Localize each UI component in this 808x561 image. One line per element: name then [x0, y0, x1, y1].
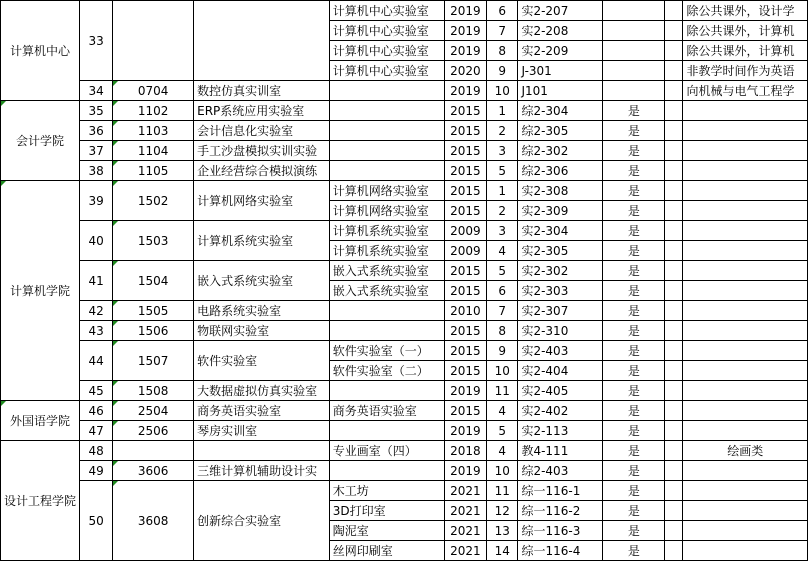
note-cell[interactable]: 除公共课外，计算机: [683, 41, 808, 61]
code-cell[interactable]: 1105: [113, 161, 194, 181]
empty-cell[interactable]: [665, 381, 683, 401]
lab-name-cell[interactable]: 物联网实验室: [194, 321, 330, 341]
no-cell[interactable]: 37: [80, 141, 113, 161]
index-cell[interactable]: 4: [486, 401, 517, 421]
lab-name-cell[interactable]: 嵌入式系统实验室: [194, 261, 330, 301]
flag-cell[interactable]: 是: [603, 161, 665, 181]
empty-cell[interactable]: [665, 1, 683, 21]
room-cell[interactable]: 实2-405: [518, 381, 603, 401]
room-cell[interactable]: 实2-404: [518, 361, 603, 381]
code-cell[interactable]: 1505: [113, 301, 194, 321]
sub-lab-cell[interactable]: 嵌入式系统实验室: [329, 281, 444, 301]
index-cell[interactable]: 5: [486, 261, 517, 281]
index-cell[interactable]: 5: [486, 161, 517, 181]
sub-lab-cell[interactable]: 嵌入式系统实验室: [329, 261, 444, 281]
sub-lab-cell[interactable]: [329, 421, 444, 441]
index-cell[interactable]: 13: [486, 521, 517, 541]
index-cell[interactable]: 3: [486, 141, 517, 161]
table-row: [1, 441, 808, 461]
table-row: [1, 181, 808, 201]
table-row: [1, 81, 808, 101]
room-cell[interactable]: 实2-305: [518, 241, 603, 261]
index-cell[interactable]: 11: [486, 381, 517, 401]
code-cell[interactable]: 1102: [113, 101, 194, 121]
lab-name-cell[interactable]: 手工沙盘模拟实训实验: [194, 141, 330, 161]
sub-lab-cell[interactable]: [329, 121, 444, 141]
note-cell[interactable]: [683, 101, 808, 121]
note-cell[interactable]: 除公共课外，设计学: [683, 1, 808, 21]
note-cell[interactable]: [683, 221, 808, 241]
table-row: [1, 101, 808, 121]
index-cell[interactable]: 7: [486, 301, 517, 321]
flag-cell[interactable]: 是: [603, 541, 665, 561]
year-cell[interactable]: 2015: [444, 261, 486, 281]
room-cell[interactable]: 实2-304: [518, 221, 603, 241]
note-cell[interactable]: [683, 341, 808, 361]
index-cell[interactable]: 10: [486, 461, 517, 481]
dept-cell[interactable]: 设计工程学院: [1, 441, 80, 561]
note-cell[interactable]: [683, 521, 808, 541]
empty-cell[interactable]: [665, 241, 683, 261]
year-cell[interactable]: 2021: [444, 501, 486, 521]
lab-name-cell[interactable]: 商务英语实验室: [194, 401, 330, 421]
sub-lab-cell[interactable]: 计算机中心实验室: [329, 21, 444, 41]
sub-lab-cell[interactable]: [329, 381, 444, 401]
no-cell[interactable]: 46: [80, 401, 113, 421]
table-row: [1, 401, 808, 421]
empty-cell[interactable]: [665, 281, 683, 301]
sub-lab-cell[interactable]: 木工坊: [329, 481, 444, 501]
empty-cell[interactable]: [665, 301, 683, 321]
lab-name-cell[interactable]: 三维计算机辅助设计实: [194, 461, 330, 481]
index-cell[interactable]: 11: [486, 481, 517, 501]
sub-lab-cell[interactable]: 软件实验室（一）: [329, 341, 444, 361]
note-cell[interactable]: [683, 461, 808, 481]
year-cell[interactable]: 2019: [444, 81, 486, 101]
room-cell[interactable]: 实2-308: [518, 181, 603, 201]
code-cell[interactable]: [113, 441, 194, 461]
sub-lab-cell[interactable]: 商务英语实验室: [329, 401, 444, 421]
note-cell[interactable]: [683, 261, 808, 281]
room-cell[interactable]: 实2-307: [518, 301, 603, 321]
code-cell[interactable]: 1507: [113, 341, 194, 381]
table-row: [1, 461, 808, 481]
sub-lab-cell[interactable]: [329, 321, 444, 341]
note-cell[interactable]: [683, 281, 808, 301]
empty-cell[interactable]: [665, 441, 683, 461]
table-row: [1, 1, 808, 21]
year-cell[interactable]: 2015: [444, 121, 486, 141]
room-cell[interactable]: J-301: [518, 61, 603, 81]
empty-cell[interactable]: [665, 481, 683, 501]
room-cell[interactable]: 实2-113: [518, 421, 603, 441]
index-cell[interactable]: 9: [486, 61, 517, 81]
room-cell[interactable]: 综一116-4: [518, 541, 603, 561]
no-cell[interactable]: 47: [80, 421, 113, 441]
room-cell[interactable]: 实2-303: [518, 281, 603, 301]
empty-cell[interactable]: [665, 121, 683, 141]
note-cell[interactable]: 绘画类: [683, 441, 808, 461]
sub-lab-cell[interactable]: [329, 81, 444, 101]
year-cell[interactable]: 2021: [444, 481, 486, 501]
lab-name-cell[interactable]: 会计信息化实验室: [194, 121, 330, 141]
year-cell[interactable]: 2019: [444, 21, 486, 41]
empty-cell[interactable]: [665, 101, 683, 121]
year-cell[interactable]: 2015: [444, 141, 486, 161]
flag-cell[interactable]: 是: [603, 181, 665, 201]
year-cell[interactable]: 2015: [444, 361, 486, 381]
flag-cell[interactable]: 是: [603, 501, 665, 521]
no-cell[interactable]: 49: [80, 461, 113, 481]
year-cell[interactable]: 2015: [444, 401, 486, 421]
note-cell[interactable]: 除公共课外，计算机: [683, 21, 808, 41]
flag-cell[interactable]: 是: [603, 461, 665, 481]
room-cell[interactable]: 实2-302: [518, 261, 603, 281]
empty-cell[interactable]: [665, 321, 683, 341]
year-cell[interactable]: 2009: [444, 241, 486, 261]
no-cell[interactable]: 44: [80, 341, 113, 381]
index-cell[interactable]: 8: [486, 41, 517, 61]
room-cell[interactable]: J101: [518, 81, 603, 101]
flag-cell[interactable]: [603, 41, 665, 61]
year-cell[interactable]: 2015: [444, 201, 486, 221]
no-cell[interactable]: 45: [80, 381, 113, 401]
sub-lab-cell[interactable]: 计算机网络实验室: [329, 201, 444, 221]
table-row: [1, 221, 808, 241]
empty-cell[interactable]: [665, 81, 683, 101]
index-cell[interactable]: 1: [486, 181, 517, 201]
note-cell[interactable]: [683, 401, 808, 421]
lab-name-cell[interactable]: 大数据虚拟仿真实验室: [194, 381, 330, 401]
code-cell[interactable]: 3606: [113, 461, 194, 481]
lab-name-cell[interactable]: 计算机网络实验室: [194, 181, 330, 221]
flag-cell[interactable]: 是: [603, 421, 665, 441]
sub-lab-cell[interactable]: 软件实验室（二）: [329, 361, 444, 381]
empty-cell[interactable]: [665, 401, 683, 421]
sub-lab-cell[interactable]: 计算机中心实验室: [329, 41, 444, 61]
room-cell[interactable]: 综2-403: [518, 461, 603, 481]
lab-name-cell[interactable]: 电路系统实验室: [194, 301, 330, 321]
table-row: [1, 481, 808, 501]
note-cell[interactable]: [683, 181, 808, 201]
year-cell[interactable]: 2021: [444, 521, 486, 541]
empty-cell[interactable]: [665, 501, 683, 521]
empty-cell[interactable]: [665, 141, 683, 161]
no-cell[interactable]: 40: [80, 221, 113, 261]
dept-cell[interactable]: 计算机中心: [1, 1, 80, 101]
room-cell[interactable]: 综一116-3: [518, 521, 603, 541]
index-cell[interactable]: 8: [486, 321, 517, 341]
index-cell[interactable]: 2: [486, 121, 517, 141]
flag-cell[interactable]: [603, 21, 665, 41]
empty-cell[interactable]: [665, 21, 683, 41]
sub-lab-cell[interactable]: 计算机系统实验室: [329, 241, 444, 261]
code-cell[interactable]: 1503: [113, 221, 194, 261]
index-cell[interactable]: 7: [486, 21, 517, 41]
sub-lab-cell[interactable]: 计算机中心实验室: [329, 1, 444, 21]
code-cell[interactable]: 2506: [113, 421, 194, 441]
no-cell[interactable]: 34: [80, 81, 113, 101]
room-cell[interactable]: 综2-302: [518, 141, 603, 161]
no-cell[interactable]: 35: [80, 101, 113, 121]
note-cell[interactable]: 非教学时间作为英语: [683, 61, 808, 81]
flag-cell[interactable]: 是: [603, 281, 665, 301]
no-cell[interactable]: 39: [80, 181, 113, 221]
flag-cell[interactable]: 是: [603, 261, 665, 281]
note-cell[interactable]: [683, 421, 808, 441]
sub-lab-cell[interactable]: 专业画室（四）: [329, 441, 444, 461]
year-cell[interactable]: 2020: [444, 61, 486, 81]
year-cell[interactable]: 2015: [444, 181, 486, 201]
year-cell[interactable]: 2015: [444, 161, 486, 181]
flag-cell[interactable]: [603, 61, 665, 81]
no-cell[interactable]: 48: [80, 441, 113, 461]
index-cell[interactable]: 4: [486, 241, 517, 261]
note-cell[interactable]: [683, 141, 808, 161]
lab-name-cell[interactable]: 数控仿真实训室: [194, 81, 330, 101]
room-cell[interactable]: 实2-310: [518, 321, 603, 341]
sub-lab-cell[interactable]: [329, 461, 444, 481]
code-cell[interactable]: 1502: [113, 181, 194, 221]
sub-lab-cell[interactable]: [329, 141, 444, 161]
room-cell[interactable]: 综一116-1: [518, 481, 603, 501]
room-cell[interactable]: 实2-209: [518, 41, 603, 61]
lab-name-cell[interactable]: [194, 1, 330, 81]
year-cell[interactable]: 2021: [444, 541, 486, 561]
note-cell[interactable]: [683, 201, 808, 221]
no-cell[interactable]: 42: [80, 301, 113, 321]
index-cell[interactable]: 6: [486, 1, 517, 21]
code-cell[interactable]: 3608: [113, 481, 194, 561]
code-cell[interactable]: [113, 1, 194, 81]
year-cell[interactable]: 2010: [444, 301, 486, 321]
empty-cell[interactable]: [665, 261, 683, 281]
flag-cell[interactable]: [603, 81, 665, 101]
room-cell[interactable]: 综2-305: [518, 121, 603, 141]
flag-cell[interactable]: 是: [603, 201, 665, 221]
sub-lab-cell[interactable]: 丝网印刷室: [329, 541, 444, 561]
dept-cell[interactable]: 外国语学院: [1, 401, 80, 441]
lab-name-cell[interactable]: 计算机系统实验室: [194, 221, 330, 261]
note-cell[interactable]: [683, 321, 808, 341]
room-cell[interactable]: 实2-207: [518, 1, 603, 21]
code-cell[interactable]: 1103: [113, 121, 194, 141]
empty-cell[interactable]: [665, 521, 683, 541]
room-cell[interactable]: 实2-402: [518, 401, 603, 421]
no-cell[interactable]: 41: [80, 261, 113, 301]
year-cell[interactable]: 2019: [444, 41, 486, 61]
room-cell[interactable]: 实2-309: [518, 201, 603, 221]
table-row: [1, 261, 808, 281]
year-cell[interactable]: 2018: [444, 441, 486, 461]
empty-cell[interactable]: [665, 41, 683, 61]
sub-lab-cell[interactable]: [329, 101, 444, 121]
flag-cell[interactable]: 是: [603, 141, 665, 161]
index-cell[interactable]: 6: [486, 281, 517, 301]
flag-cell[interactable]: 是: [603, 361, 665, 381]
empty-cell[interactable]: [665, 201, 683, 221]
flag-cell[interactable]: 是: [603, 481, 665, 501]
index-cell[interactable]: 9: [486, 341, 517, 361]
empty-cell[interactable]: [665, 221, 683, 241]
no-cell[interactable]: 38: [80, 161, 113, 181]
code-cell[interactable]: 1508: [113, 381, 194, 401]
table-row: [1, 301, 808, 321]
year-cell[interactable]: 2009: [444, 221, 486, 241]
dept-cell[interactable]: 会计学院: [1, 101, 80, 181]
year-cell[interactable]: 2015: [444, 281, 486, 301]
table-row: [1, 321, 808, 341]
note-cell[interactable]: 向机械与电气工程学: [683, 81, 808, 101]
sub-lab-cell[interactable]: 计算机中心实验室: [329, 61, 444, 81]
note-cell[interactable]: [683, 481, 808, 501]
table-row: [1, 341, 808, 361]
lab-name-cell[interactable]: 创新综合实验室: [194, 481, 330, 561]
code-cell[interactable]: 1104: [113, 141, 194, 161]
table-row: [1, 161, 808, 181]
index-cell[interactable]: 2: [486, 201, 517, 221]
dept-cell[interactable]: 计算机学院: [1, 181, 80, 401]
code-cell[interactable]: 2504: [113, 401, 194, 421]
year-cell[interactable]: 2015: [444, 101, 486, 121]
note-cell[interactable]: [683, 381, 808, 401]
empty-cell[interactable]: [665, 61, 683, 81]
note-cell[interactable]: [683, 121, 808, 141]
year-cell[interactable]: 2019: [444, 421, 486, 441]
index-cell[interactable]: 3: [486, 221, 517, 241]
flag-cell[interactable]: 是: [603, 321, 665, 341]
flag-cell[interactable]: 是: [603, 221, 665, 241]
no-cell[interactable]: 36: [80, 121, 113, 141]
no-cell[interactable]: 50: [80, 481, 113, 561]
empty-cell[interactable]: [665, 181, 683, 201]
room-cell[interactable]: 综2-306: [518, 161, 603, 181]
index-cell[interactable]: 14: [486, 541, 517, 561]
flag-cell[interactable]: 是: [603, 521, 665, 541]
table-row: [1, 141, 808, 161]
room-cell[interactable]: 教4-111: [518, 441, 603, 461]
empty-cell[interactable]: [665, 161, 683, 181]
year-cell[interactable]: 2015: [444, 341, 486, 361]
sub-lab-cell[interactable]: [329, 161, 444, 181]
note-cell[interactable]: [683, 501, 808, 521]
index-cell[interactable]: 4: [486, 441, 517, 461]
empty-cell[interactable]: [665, 341, 683, 361]
index-cell[interactable]: 10: [486, 361, 517, 381]
lab-name-cell[interactable]: [194, 441, 330, 461]
index-cell[interactable]: 5: [486, 421, 517, 441]
index-cell[interactable]: 10: [486, 81, 517, 101]
index-cell[interactable]: 1: [486, 101, 517, 121]
lab-name-cell[interactable]: ERP系统应用实验室: [194, 101, 330, 121]
flag-cell[interactable]: 是: [603, 401, 665, 421]
no-cell[interactable]: 43: [80, 321, 113, 341]
lab-name-cell[interactable]: 企业经营综合模拟演练: [194, 161, 330, 181]
note-cell[interactable]: [683, 361, 808, 381]
table-row: [1, 121, 808, 141]
code-cell[interactable]: 0704: [113, 81, 194, 101]
empty-cell[interactable]: [665, 361, 683, 381]
flag-cell[interactable]: 是: [603, 301, 665, 321]
flag-cell[interactable]: 是: [603, 341, 665, 361]
flag-cell[interactable]: 是: [603, 101, 665, 121]
note-cell[interactable]: [683, 161, 808, 181]
empty-cell[interactable]: [665, 421, 683, 441]
empty-cell[interactable]: [665, 461, 683, 481]
year-cell[interactable]: 2015: [444, 321, 486, 341]
sub-lab-cell[interactable]: 计算机网络实验室: [329, 181, 444, 201]
lab-name-cell[interactable]: 琴房实训室: [194, 421, 330, 441]
table-row: [1, 421, 808, 441]
flag-cell[interactable]: 是: [603, 381, 665, 401]
flag-cell[interactable]: 是: [603, 241, 665, 261]
sub-lab-cell[interactable]: [329, 301, 444, 321]
room-cell[interactable]: 综2-304: [518, 101, 603, 121]
sub-lab-cell[interactable]: 陶泥室: [329, 521, 444, 541]
note-cell[interactable]: [683, 301, 808, 321]
room-cell[interactable]: 实2-403: [518, 341, 603, 361]
lab-name-cell[interactable]: 软件实验室: [194, 341, 330, 381]
sub-lab-cell[interactable]: 3D打印室: [329, 501, 444, 521]
index-cell[interactable]: 12: [486, 501, 517, 521]
room-cell[interactable]: 实2-208: [518, 21, 603, 41]
flag-cell[interactable]: 是: [603, 121, 665, 141]
no-cell[interactable]: 33: [80, 1, 113, 81]
sub-lab-cell[interactable]: 计算机系统实验室: [329, 221, 444, 241]
flag-cell[interactable]: [603, 1, 665, 21]
year-cell[interactable]: 2019: [444, 1, 486, 21]
code-cell[interactable]: 1504: [113, 261, 194, 301]
year-cell[interactable]: 2019: [444, 461, 486, 481]
note-cell[interactable]: [683, 241, 808, 261]
year-cell[interactable]: 2019: [444, 381, 486, 401]
flag-cell[interactable]: 是: [603, 441, 665, 461]
code-cell[interactable]: 1506: [113, 321, 194, 341]
table-row: [1, 381, 808, 401]
room-cell[interactable]: 综一116-2: [518, 501, 603, 521]
